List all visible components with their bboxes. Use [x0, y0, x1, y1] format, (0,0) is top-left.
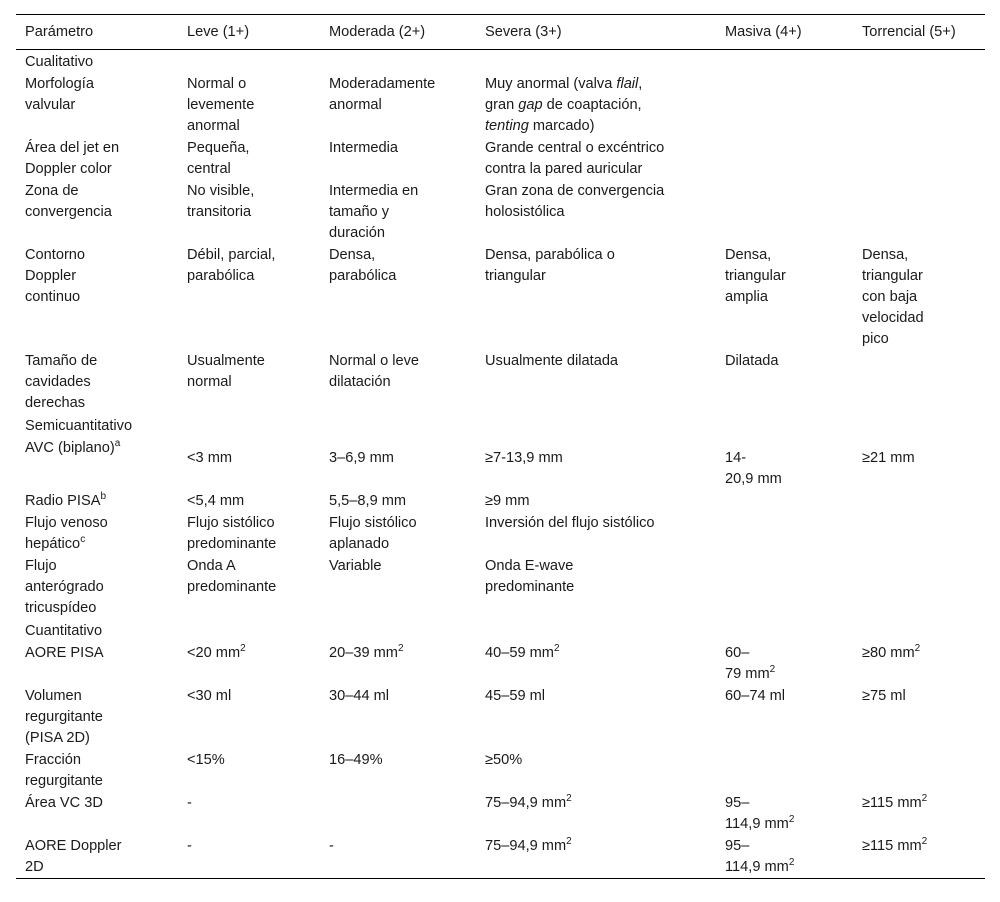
masiva-cell: Dilatada — [725, 353, 779, 369]
severa-text: marcado) — [528, 118, 595, 134]
table-row — [16, 490, 985, 512]
unit-exponent: 2 — [921, 793, 928, 804]
value-text: ≥115 mm — [862, 795, 922, 811]
masiva-cell: 14- 20,9 mm — [725, 450, 782, 487]
moderada-cell — [320, 792, 476, 835]
value-text: 75–94,9 mm — [485, 838, 567, 854]
masiva-cell — [716, 749, 853, 792]
masiva-cell — [716, 180, 853, 244]
torrencial-cell: ≥21 mm — [862, 450, 915, 466]
leve-cell: <30 ml — [187, 688, 232, 704]
table-row — [16, 792, 985, 835]
torrencial-cell — [853, 73, 985, 137]
param-text: AVC (biplano) — [25, 440, 115, 456]
section-label: Semicuantitativo — [25, 418, 133, 434]
moderada-cell: Intermedia — [329, 140, 398, 156]
moderada-cell — [320, 642, 476, 685]
moderada-cell: Normal o leve dilatación — [329, 353, 420, 390]
severa-cell: ≥9 mm — [485, 493, 530, 509]
severa-text: Muy anormal (valva — [485, 76, 617, 92]
moderada-cell: 5,5–8,9 mm — [329, 493, 407, 509]
value-text: 95– 114,9 mm — [725, 838, 789, 875]
table-body — [16, 50, 985, 879]
moderada-cell: Densa, parabólica — [329, 247, 397, 284]
param-text: Flujo venoso hepático — [25, 515, 108, 552]
severa-cell — [476, 642, 716, 685]
value-text: 95– 114,9 mm — [725, 795, 789, 832]
value-text: ≥80 mm — [862, 645, 915, 661]
leve-cell: <15% — [187, 752, 225, 768]
table-row — [16, 835, 985, 879]
header-moderada: Moderada (2+) — [329, 23, 426, 40]
footnote-marker: a — [114, 438, 121, 449]
moderada-cell: Flujo sistólico aplanado — [329, 515, 417, 552]
unit-exponent: 2 — [788, 814, 795, 825]
torrencial-cell — [853, 749, 985, 792]
param-cell: Volumen regurgitante (PISA 2D) — [25, 688, 103, 746]
leve-cell: No visible, transitoria — [187, 183, 255, 220]
value-text: <20 mm — [187, 645, 241, 661]
value-text: ≥115 mm — [862, 838, 922, 854]
header-parametro: Parámetro — [25, 23, 94, 40]
torrencial-cell — [853, 180, 985, 244]
severa-cell: ≥7-13,9 mm — [485, 450, 563, 466]
masiva-cell — [716, 73, 853, 137]
moderada-cell: Moderadamente anormal — [329, 76, 436, 113]
param-text: Radio PISA — [25, 493, 101, 509]
severa-cell: ≥50% — [485, 752, 523, 768]
header-leve: Leve (1+) — [187, 23, 250, 40]
masiva-cell: Densa, triangular amplia — [725, 247, 786, 305]
masiva-cell — [716, 490, 853, 512]
severa-text: , gran — [485, 76, 643, 113]
severa-text: de coaptación, — [546, 97, 642, 113]
table-row — [16, 749, 985, 792]
param-cell — [16, 512, 178, 555]
torrencial-cell — [853, 490, 985, 512]
table-row — [16, 555, 985, 619]
severa-cell: Grande central o excéntrico contra la pared auricular — [485, 140, 665, 177]
severa-cell: 45–59 ml — [485, 688, 546, 704]
moderada-cell: Intermedia en tamaño y duración — [329, 183, 419, 241]
leve-cell: Usualmente normal — [187, 353, 265, 390]
italic-term: tenting — [485, 118, 529, 134]
value-text: 20–39 mm — [329, 645, 398, 661]
severa-cell: Usualmente dilatada — [485, 353, 619, 369]
param-cell: Flujo anterógrado tricuspídeo — [25, 558, 104, 616]
masiva-cell — [716, 642, 853, 685]
param-cell: AORE Doppler 2D — [25, 838, 122, 875]
unit-exponent: 2 — [566, 836, 572, 847]
moderada-cell: 16–49% — [329, 752, 383, 768]
severa-cell — [476, 73, 716, 137]
severa-cell: Inversión del flujo sistólico — [485, 515, 655, 531]
header-masiva: Masiva (4+) — [725, 23, 802, 40]
section-row-cualitativo — [16, 50, 985, 74]
severa-cell: Gran zona de convergencia holosistólica — [485, 183, 665, 220]
table-row — [16, 137, 985, 180]
unit-exponent: 2 — [240, 643, 246, 654]
masiva-cell — [716, 555, 853, 619]
torrencial-cell: ≥75 ml — [862, 688, 906, 704]
table-row — [16, 685, 985, 749]
leve-cell: Normal o levemente anormal — [187, 76, 255, 134]
moderada-cell: - — [329, 838, 334, 854]
table-row — [16, 180, 985, 244]
header-severa: Severa (3+) — [485, 23, 562, 40]
param-cell — [16, 490, 178, 512]
param-cell: Contorno Doppler continuo — [25, 247, 86, 305]
value-text: 40–59 mm — [485, 645, 554, 661]
moderada-cell: 30–44 ml — [329, 688, 390, 704]
table-header — [16, 15, 985, 50]
param-cell: Fracción regurgitante — [25, 752, 103, 789]
torrencial-cell — [853, 792, 985, 835]
param-cell: Morfología valvular — [25, 76, 94, 113]
param-cell: Tamaño de cavidades derechas — [25, 353, 98, 411]
masiva-cell — [716, 512, 853, 555]
severa-cell — [476, 792, 716, 835]
severa-cell — [476, 835, 716, 879]
torrencial-cell — [853, 512, 985, 555]
severa-cell: Densa, parabólica o triangular — [485, 247, 615, 284]
table-row — [16, 73, 985, 137]
torrencial-cell — [853, 835, 985, 879]
italic-term: flail — [616, 76, 639, 92]
table-row — [16, 642, 985, 685]
leve-cell: <3 mm — [187, 450, 233, 466]
italic-term: gap — [518, 97, 543, 113]
leve-cell — [178, 642, 320, 685]
value-text: 60– 79 mm — [725, 645, 770, 682]
torrencial-cell — [853, 137, 985, 180]
value-text: 75–94,9 mm — [485, 795, 567, 811]
unit-exponent: 2 — [914, 643, 921, 654]
section-row-semicuantitativo — [16, 414, 985, 437]
unit-exponent: 2 — [397, 643, 404, 654]
torrencial-cell — [853, 350, 985, 414]
leve-cell: - — [187, 795, 192, 811]
table-row — [16, 512, 985, 555]
torrencial-cell — [853, 642, 985, 685]
param-cell — [16, 437, 178, 490]
leve-cell: Onda A predominante — [187, 558, 277, 595]
masiva-cell — [716, 835, 853, 879]
section-row-cuantitativo — [16, 619, 985, 642]
leve-cell: - — [187, 838, 192, 854]
unit-exponent: 2 — [566, 793, 572, 804]
header-torrencial: Torrencial (5+) — [862, 23, 956, 40]
table-row — [16, 244, 985, 350]
severa-cell: Onda E-wave predominante — [485, 558, 575, 595]
leve-cell: Flujo sistólico predominante — [187, 515, 277, 552]
param-cell: Área VC 3D — [25, 795, 103, 811]
section-label: Cualitativo — [25, 54, 94, 70]
regurgitation-grading-table — [16, 14, 985, 879]
section-label: Cuantitativo — [25, 623, 103, 639]
param-cell: Zona de convergencia — [25, 183, 112, 220]
footnote-marker: b — [100, 491, 107, 502]
leve-cell: <5,4 mm — [187, 493, 245, 509]
param-cell: Área del jet en Doppler color — [25, 140, 120, 177]
unit-exponent: 2 — [553, 643, 560, 654]
moderada-cell: 3–6,9 mm — [329, 450, 394, 466]
masiva-cell — [716, 137, 853, 180]
unit-exponent: 2 — [921, 836, 928, 847]
footnote-marker: c — [80, 534, 86, 545]
table-row — [16, 350, 985, 414]
moderada-cell: Variable — [329, 558, 382, 574]
leve-cell: Débil, parcial, parabólica — [187, 247, 276, 284]
table-row — [16, 437, 985, 490]
param-cell: AORE PISA — [25, 645, 104, 661]
torrencial-cell: Densa, triangular con baja velocidad pico — [862, 247, 924, 347]
masiva-cell: 60–74 ml — [725, 688, 786, 704]
header-row — [16, 15, 985, 50]
unit-exponent: 2 — [788, 857, 795, 868]
leve-cell: Pequeña, central — [187, 140, 250, 177]
unit-exponent: 2 — [769, 664, 776, 675]
torrencial-cell — [853, 555, 985, 619]
masiva-cell — [716, 792, 853, 835]
